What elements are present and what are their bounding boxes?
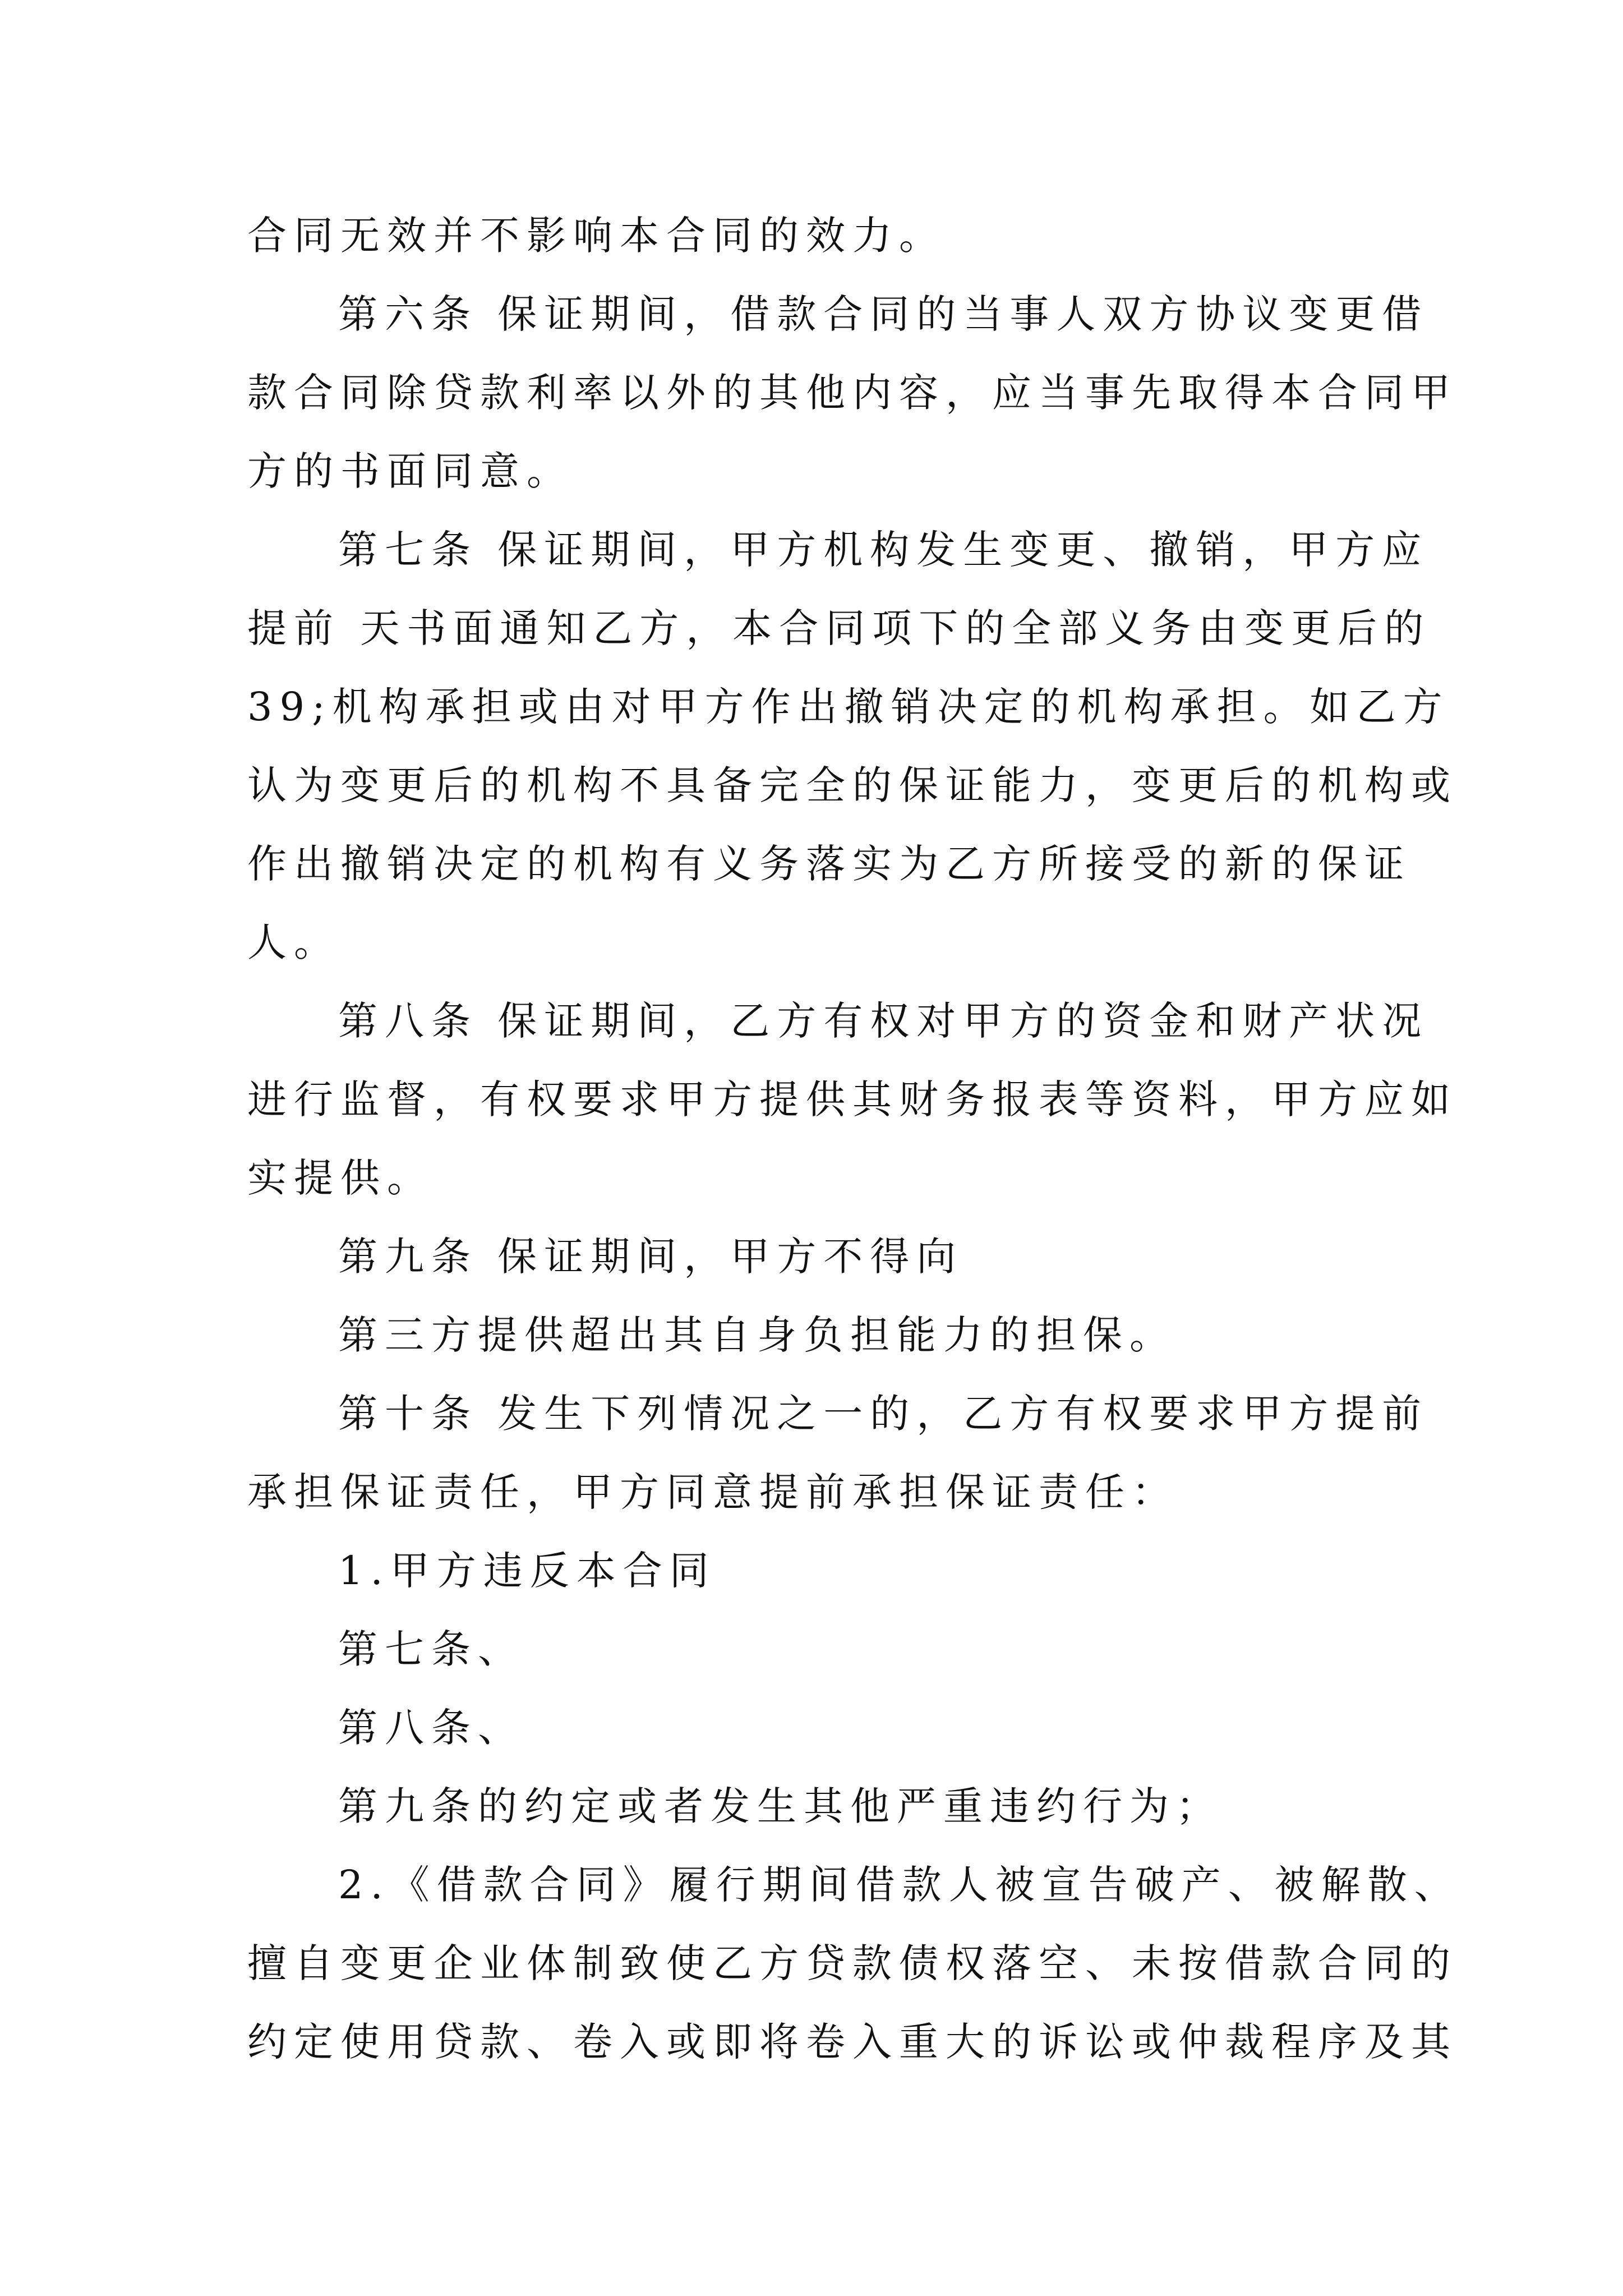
text-line: 方的书面同意。 <box>247 448 573 494</box>
text-line: 合同无效并不影响本合同的效力。 <box>247 213 946 259</box>
text-line: 承担保证责任，甲方同意提前承担保证责任： <box>247 1469 1178 1515</box>
text-line: 人。 <box>247 919 340 965</box>
text-line: 第九条的约定或者发生其他严重违约行为； <box>338 1783 1223 1829</box>
text-line: 擅自变更企业体制致使乙方贷款债权落空、未按借款合同的 <box>247 1940 1458 1986</box>
article-8-line: 第八条 保证期间，乙方有权对甲方的资金和财产状况 <box>338 998 1429 1044</box>
article-6-line: 第六条 保证期间，借款合同的当事人双方协议变更借 <box>338 291 1429 337</box>
list-item-1-line: 1.甲方违反本合同 <box>338 1548 716 1594</box>
text-line: 第七条、 <box>338 1626 524 1672</box>
text-line: 作出撤销决定的机构有义务落实为乙方所接受的新的保证 <box>247 841 1411 887</box>
text-line: 39;机构承担或由对甲方作出撤销决定的机构承担。如乙方 <box>247 684 1450 730</box>
text-line: 约定使用贷款、卷入或即将卷入重大的诉讼或仲裁程序及其 <box>247 2019 1458 2065</box>
text-line: 进行监督，有权要求甲方提供其财务报表等资料，甲方应如 <box>247 1076 1458 1122</box>
article-9-line: 第九条 保证期间，甲方不得向 <box>338 1234 963 1280</box>
text-line: 提前 天书面通知乙方，本合同项下的全部义务由变更后的 <box>247 605 1431 651</box>
text-line: 实提供。 <box>247 1155 434 1201</box>
text-line: 第三方提供超出其自身负担能力的担保。 <box>338 1312 1176 1358</box>
text-line: 第八条、 <box>338 1705 524 1751</box>
text-line: 认为变更后的机构不具备完全的保证能力，变更后的机构或 <box>247 762 1458 808</box>
article-7-line: 第七条 保证期间，甲方机构发生变更、撤销，甲方应 <box>338 527 1429 573</box>
article-10-line: 第十条 发生下列情况之一的，乙方有权要求甲方提前 <box>338 1391 1429 1437</box>
list-item-2-line: 2.《借款合同》履行期间借款人被宣告破产、被解散、 <box>338 1862 1461 1908</box>
text-line: 款合同除贷款利率以外的其他内容，应当事先取得本合同甲 <box>247 370 1458 416</box>
